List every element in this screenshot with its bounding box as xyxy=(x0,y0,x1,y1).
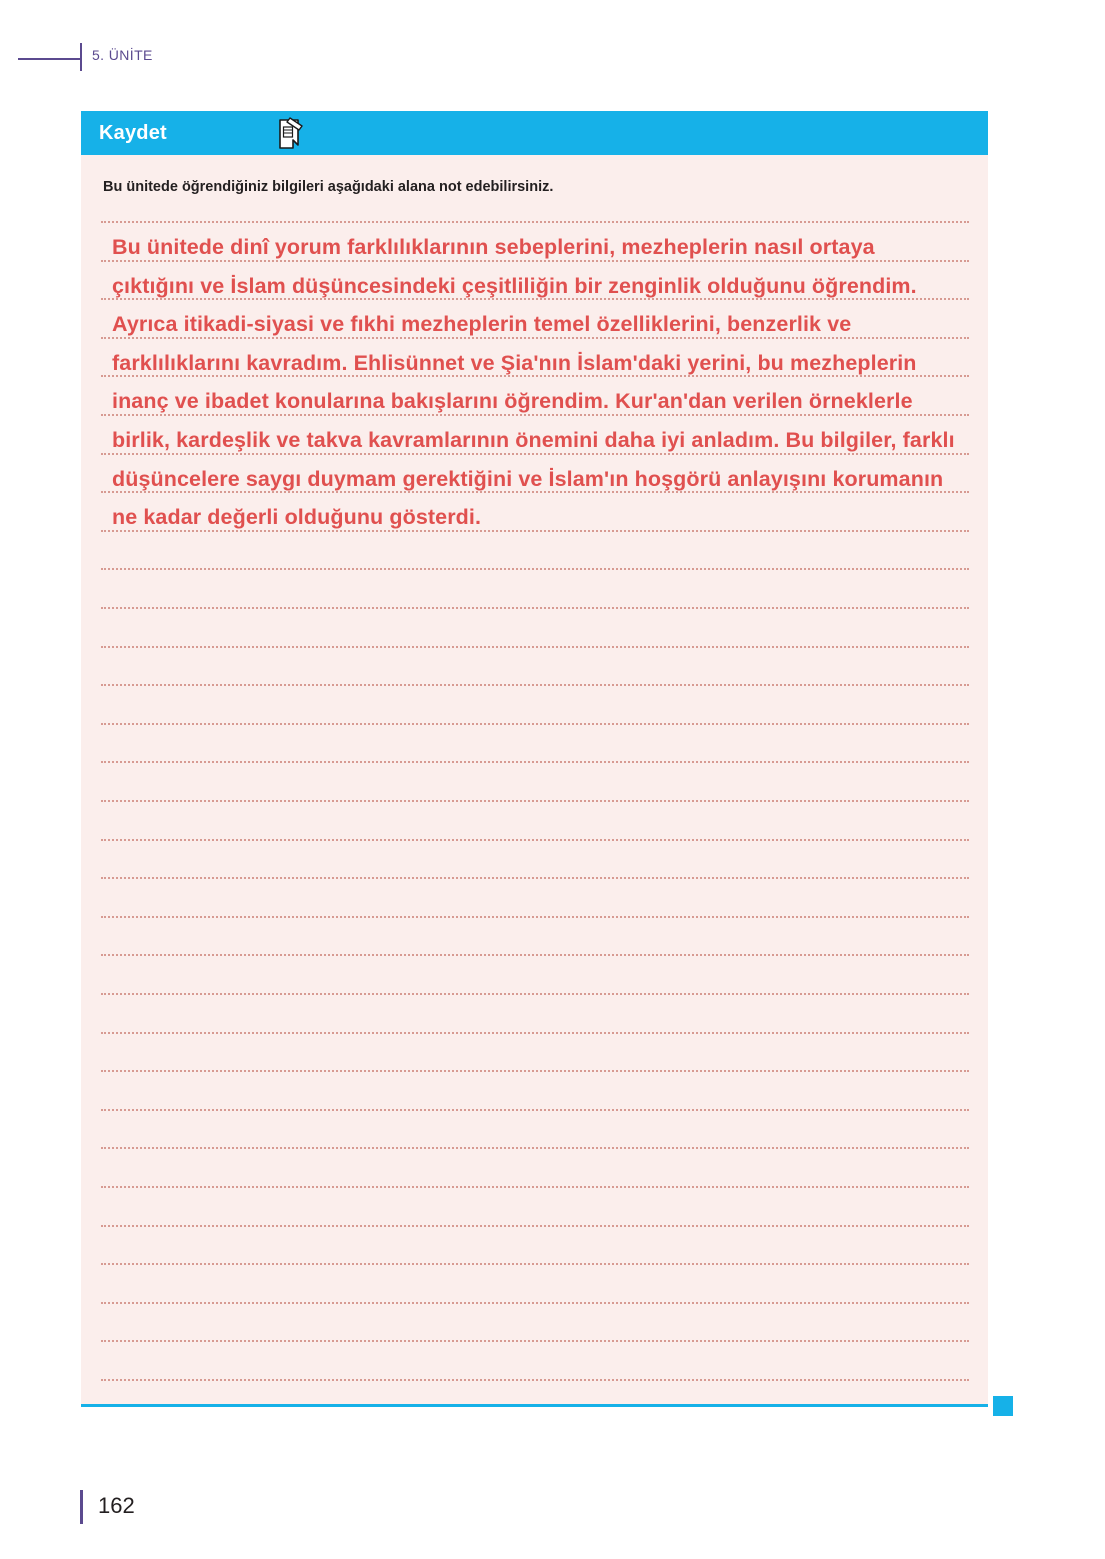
rule-line xyxy=(101,1302,969,1304)
rule-line xyxy=(101,1186,969,1188)
rule-line xyxy=(101,1340,969,1342)
footer-tick-mark xyxy=(80,1490,83,1524)
rule-line xyxy=(101,646,969,648)
kaydet-card xyxy=(81,111,988,1422)
page-header xyxy=(0,42,1105,66)
rule-line xyxy=(101,877,969,879)
card-body xyxy=(81,155,988,1404)
header-rule xyxy=(18,58,80,60)
rule-line xyxy=(101,1225,969,1227)
rule-line xyxy=(101,954,969,956)
rule-line xyxy=(101,1147,969,1149)
header-tick-mark xyxy=(80,43,82,71)
rule-line xyxy=(101,221,969,223)
rule-line xyxy=(101,1263,969,1265)
rule-line xyxy=(101,993,969,995)
card-corner-marker xyxy=(993,1396,1013,1416)
rule-line xyxy=(101,1070,969,1072)
note-bookmark-icon xyxy=(271,115,309,153)
rule-line xyxy=(101,1379,969,1381)
card-title-bar xyxy=(81,111,988,155)
rule-line xyxy=(101,723,969,725)
rule-line xyxy=(101,916,969,918)
page-number: 162 xyxy=(98,1493,135,1518)
instruction-text: Bu ünitede öğrendiğiniz bilgileri aşağıdaki alana not edebilirsiniz. xyxy=(103,179,554,195)
card-title: Kaydet xyxy=(99,122,167,144)
rule-line xyxy=(101,1109,969,1111)
rule-line xyxy=(101,800,969,802)
rule-line xyxy=(101,607,969,609)
unit-label: 5. ÜNİTE xyxy=(92,47,153,63)
rule-line xyxy=(101,839,969,841)
card-bottom-rule xyxy=(81,1404,988,1407)
rule-line xyxy=(101,684,969,686)
rule-line xyxy=(101,568,969,570)
rule-line xyxy=(101,1032,969,1034)
page-footer xyxy=(0,1490,1105,1540)
handwritten-answer: Bu ünitede dinî yorum farklılıklarının sebeplerini, mezheplerin nasıl ortaya çıktığını ve İslam düşüncesindeki çeşitliliğin bir zenginlik olduğunu öğrendim. Ayrıca itikadi-siyasi ve fıkhi mezheplerin temel özelliklerini, benzerlik ve farklılıklarını kavradım. Ehlisünnet ve Şia'nın İslam'daki yerini, bu mezheplerin inanç ve ibadet konularına bakışlarını öğrendim. Kur'an'dan verilen örneklerle birlik, kardeşlik ve takva kavramlarının önemini daha iyi anladım. Bu bilgiler, farklı düşüncelere saygı duymam gerektiğini ve İslam'ın hoşgörü anlayışını korumanın ne kadar değerli olduğunu gösterdi. xyxy=(112,235,955,530)
rule-line xyxy=(101,761,969,763)
